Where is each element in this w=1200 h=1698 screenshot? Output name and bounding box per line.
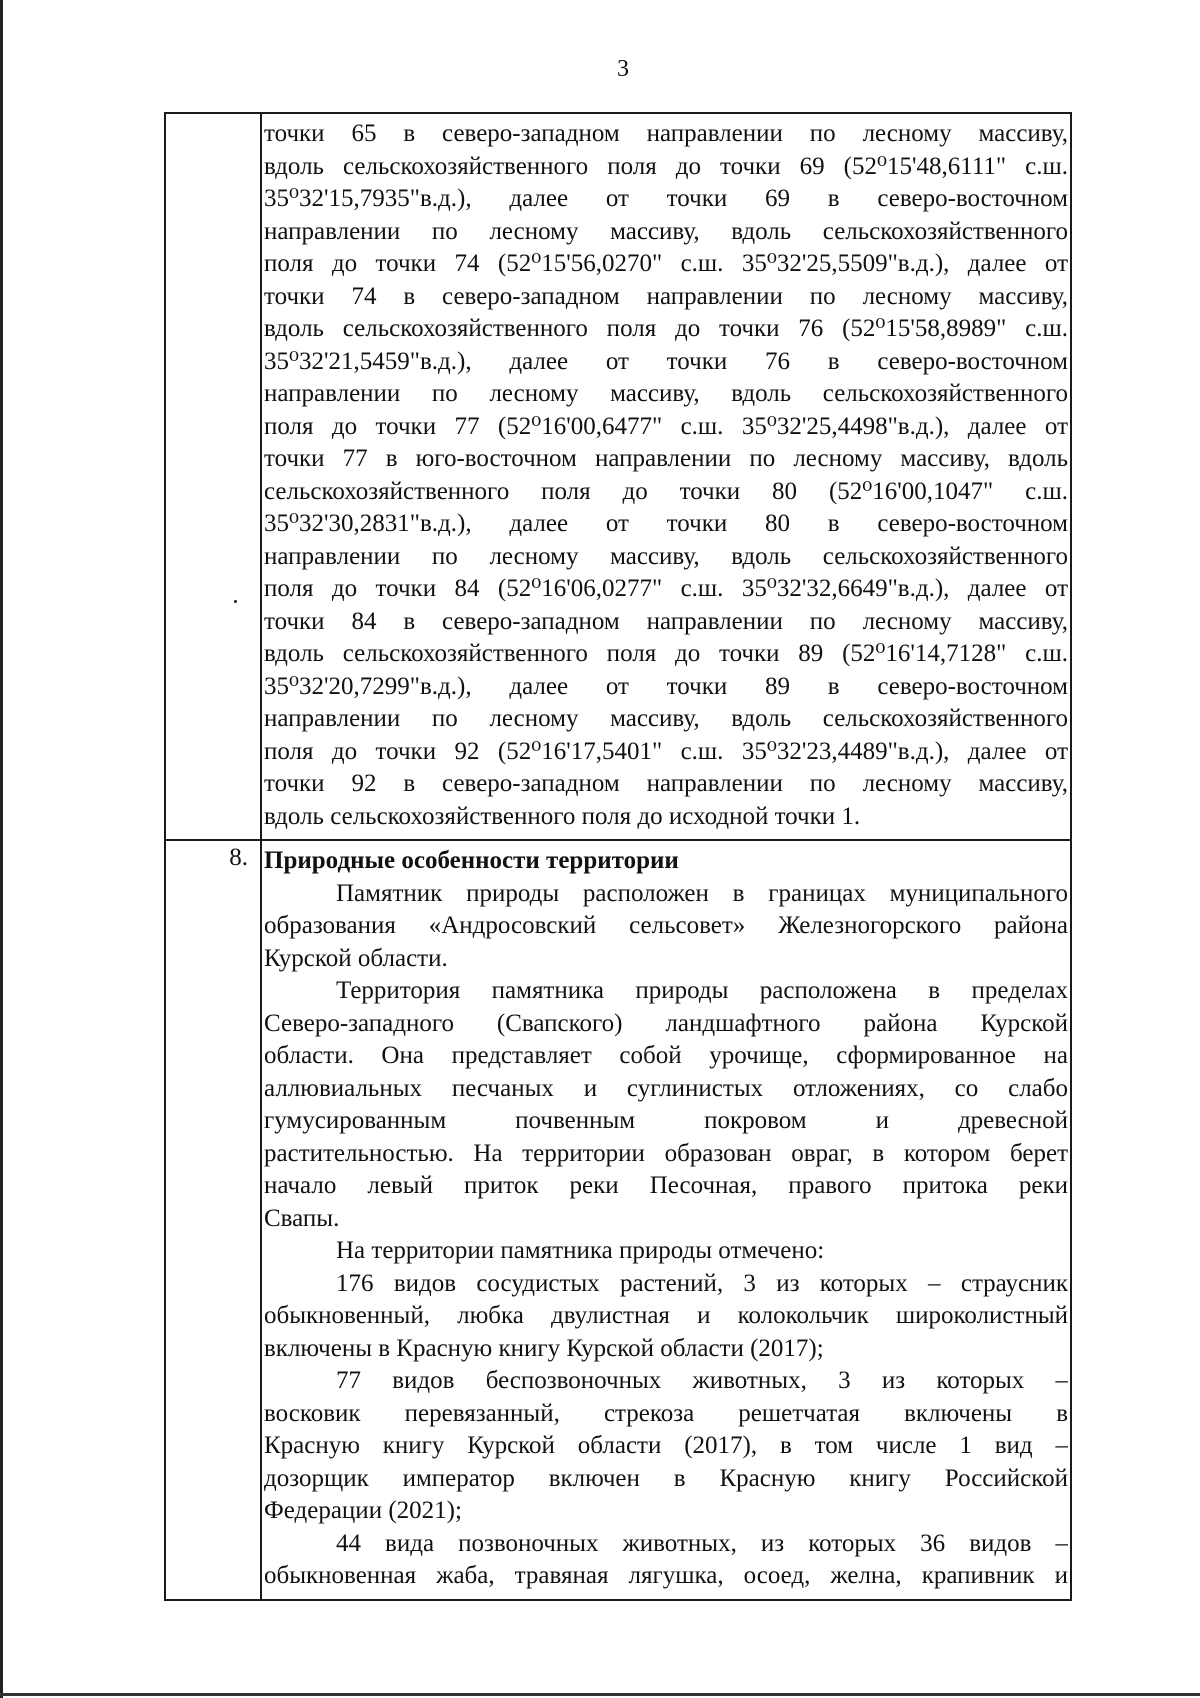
- text-line: 44 вида позвоночных животных, из которых 36 видов –: [336, 1529, 1068, 1557]
- text-line: Северо-западного (Свапского) ландшафтного района Курской: [264, 1009, 1068, 1037]
- text-line: точки 77 в юго-восточном направлении по лесному массиву, вдоль: [264, 445, 1068, 472]
- text-line: обыкновенная жаба, травяная лягушка, осоед, желна, крапивник и: [264, 1562, 1068, 1589]
- text-line: направлении по лесному массиву, вдоль сельскохозяйственного: [264, 542, 1068, 570]
- text-line: точки 92 в северо-западном направлении по лесному массиву,: [264, 770, 1068, 797]
- text-line: вдоль сельскохозяйственного поля до точки 76 (52⁰15'58,8989" с.ш.: [264, 315, 1068, 342]
- scan-edge-left: [0, 0, 3, 1698]
- text-line: аллювиальных песчаных и суглинистых отложениях, со слабо: [264, 1074, 1068, 1102]
- text-line: направлении по лесному массиву, вдоль сельскохозяйственного: [264, 217, 1068, 245]
- row-number-cell: [165, 113, 261, 840]
- text-line: вдоль сельскохозяйственного поля до точки 89 (52⁰16'14,7128" с.ш.: [264, 640, 1068, 667]
- text-line: поля до точки 84 (52⁰16'06,0277" с.ш. 35⁰32'32,6649"в.д.), далее от: [264, 575, 1068, 602]
- section-heading: Природные особенности территории: [264, 847, 679, 874]
- text-line: образования «Андросовский сельсовет» Железногорского района: [264, 912, 1068, 939]
- text-line: 77 видов беспозвоночных животных, 3 из которых –: [336, 1367, 1068, 1394]
- text-line: Федерации (2021);: [264, 1497, 462, 1524]
- text-line: 35⁰32'30,2831"в.д.), далее от точки 80 в северо-восточном: [264, 510, 1068, 537]
- text-line: Курской области.: [264, 944, 448, 972]
- text-line: Красную книгу Курской области (2017), в том числе 1 вид –: [264, 1432, 1068, 1459]
- row-number-cell: 8.: [165, 840, 261, 1600]
- scan-edge-bottom: [0, 1693, 1200, 1696]
- text-line: 176 видов сосудистых растений, 3 из которых – страусник: [336, 1269, 1068, 1297]
- document-table: [164, 112, 1072, 1601]
- text-line: сельскохозяйственного поля до точки 80 (52⁰16'00,1047" с.ш.: [264, 477, 1068, 505]
- text-line: Свапы.: [264, 1204, 340, 1232]
- table-row: [165, 113, 1071, 840]
- page-number: 3: [617, 56, 629, 82]
- text-line: точки 74 в северо-западном направлении по лесному массиву,: [264, 282, 1068, 310]
- text-line: 35⁰32'15,7935"в.д.), далее от точки 69 в северо-восточном: [264, 185, 1068, 212]
- text-line: растительностью. На территории образован овраг, в котором берет: [264, 1139, 1068, 1167]
- text-line: области. Она представляет собой урочище, сформированное на: [264, 1042, 1068, 1069]
- text-line: обыкновенный, любка двулистная и колокольчик широколистный: [264, 1302, 1068, 1329]
- row-text-cell: [261, 113, 1071, 840]
- scan-dot-mark: [234, 600, 237, 603]
- text-line: поля до точки 92 (52⁰16'17,5401" с.ш. 35⁰32'23,4489"в.д.), далее от: [264, 737, 1068, 765]
- text-line: Памятник природы расположен в границах муниципального: [336, 879, 1068, 907]
- text-line: На территории памятника природы отмечено:: [336, 1237, 825, 1264]
- text-line: включены в Красную книгу Курской области (2017);: [264, 1334, 824, 1362]
- text-line: дозорщик император включен в Красную книгу Российской: [264, 1464, 1068, 1492]
- text-line: 35⁰32'21,5459"в.д.), далее от точки 76 в северо-восточном: [264, 347, 1068, 375]
- text-line: точки 65 в северо-западном направлении по лесному массиву,: [264, 120, 1068, 147]
- text-line: 35⁰32'20,7299"в.д.), далее от точки 89 в северо-восточном: [264, 672, 1068, 700]
- text-line: поля до точки 74 (52⁰15'56,0270" с.ш. 35⁰32'25,5509"в.д.), далее от: [264, 250, 1068, 277]
- text-line: восковик перевязанный, стрекоза решетчатая включены в: [264, 1399, 1068, 1427]
- text-line: Территория памятника природы расположена в пределах: [336, 977, 1068, 1004]
- text-line: вдоль сельскохозяйственного поля до исходной точки 1.: [264, 802, 861, 830]
- text-line: направлении по лесному массиву, вдоль сельскохозяйственного: [264, 380, 1068, 407]
- text-line: гумусированным почвенным покровом и древесной: [264, 1107, 1068, 1134]
- text-line: точки 84 в северо-западном направлении по лесному массиву,: [264, 607, 1068, 635]
- row-text-cell: [261, 840, 1071, 1600]
- table-row: [165, 840, 1071, 1600]
- text-line: поля до точки 77 (52⁰16'00,6477" с.ш. 35⁰32'25,4498"в.д.), далее от: [264, 412, 1068, 440]
- text-line: вдоль сельскохозяйственного поля до точки 69 (52⁰15'48,6111" с.ш.: [264, 152, 1068, 180]
- text-line: начало левый приток реки Песочная, правого притока реки: [264, 1172, 1068, 1199]
- text-line: направлении по лесному массиву, вдоль сельскохозяйственного: [264, 705, 1068, 732]
